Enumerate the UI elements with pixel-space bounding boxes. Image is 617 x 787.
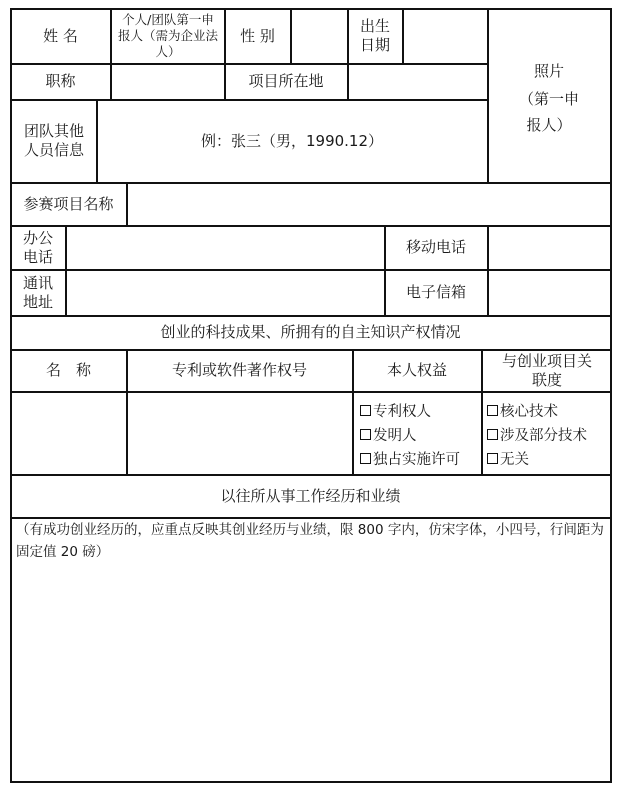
team-members-label: 团队其他人员信息 (23, 122, 84, 159)
location-label: 项目所在地 (248, 72, 324, 91)
office-phone-label: 办公电话 (22, 228, 53, 266)
birth-date-field[interactable] (403, 9, 487, 63)
title-label: 职称 (45, 72, 76, 91)
grid-line (610, 8, 612, 783)
gender-field[interactable] (291, 9, 347, 63)
option-label: 涉及部分技术 (500, 428, 587, 444)
ip-patent-number-field[interactable] (127, 392, 352, 474)
birth-date-label: 出生日期 (359, 17, 390, 54)
grid-line (10, 781, 611, 783)
option-label: 发明人 (373, 428, 417, 444)
option-label: 核心技术 (500, 404, 558, 420)
option-inventor[interactable] (360, 424, 417, 445)
option-patent-holder[interactable] (360, 400, 431, 421)
checkbox-icon (360, 453, 371, 464)
checkbox-icon (360, 405, 371, 416)
project-name-label: 参赛项目名称 (23, 194, 114, 213)
name-label: 姓 名 (43, 26, 78, 45)
option-core-technology[interactable] (487, 400, 558, 421)
address-label: 通讯地址 (22, 273, 53, 311)
option-partial-technology[interactable] (487, 424, 587, 445)
col-relation-header: 与创业项目关联度 (502, 351, 593, 389)
applicant-name-field[interactable] (111, 64, 224, 99)
application-form (10, 8, 611, 783)
ip-section-title: 创业的科技成果、所拥有的自主知识产权情况 (160, 323, 461, 342)
option-unrelated[interactable] (487, 448, 529, 469)
project-name-field[interactable] (127, 183, 610, 225)
checkbox-icon (487, 405, 498, 416)
grid-line (487, 8, 489, 183)
mobile-field[interactable] (488, 226, 610, 269)
email-label: 电子信箱 (405, 283, 466, 302)
photo-title: 照片 (533, 61, 564, 80)
address-field[interactable] (66, 270, 384, 315)
option-label: 专利权人 (373, 404, 431, 420)
checkbox-icon (360, 429, 371, 440)
location-field[interactable] (348, 64, 487, 99)
ip-name-field[interactable] (11, 392, 126, 474)
office-phone-field[interactable] (66, 226, 384, 269)
grid-line (481, 349, 483, 475)
col-rights-header: 本人权益 (386, 361, 447, 380)
mobile-label: 移动电话 (405, 238, 466, 257)
experience-title: 以往所从事工作经历和业绩 (220, 486, 401, 505)
option-exclusive-license[interactable] (360, 448, 460, 469)
photo-note: （第一申报人） (518, 90, 579, 134)
col-patent-number-header: 专利或软件著作权号 (171, 361, 307, 380)
option-label: 独占实施许可 (373, 452, 460, 468)
checkbox-icon (487, 429, 498, 440)
option-label: 无关 (500, 452, 529, 468)
checkbox-icon (487, 453, 498, 464)
col-name-header: 名 称 (45, 361, 91, 380)
experience-note[interactable]: （有成功创业经历的，应重点反映其创业经历与业绩，限 800 字内，仿宋字体，小四号，行间距为固定值 20 磅） (16, 522, 604, 560)
applicant-label: 个人/团队第一申报人（需为企业法人） (117, 11, 218, 60)
team-example[interactable]: 例：张三（男，1990.12） (200, 131, 384, 150)
gender-label: 性 别 (240, 26, 275, 45)
email-field[interactable] (488, 270, 610, 315)
